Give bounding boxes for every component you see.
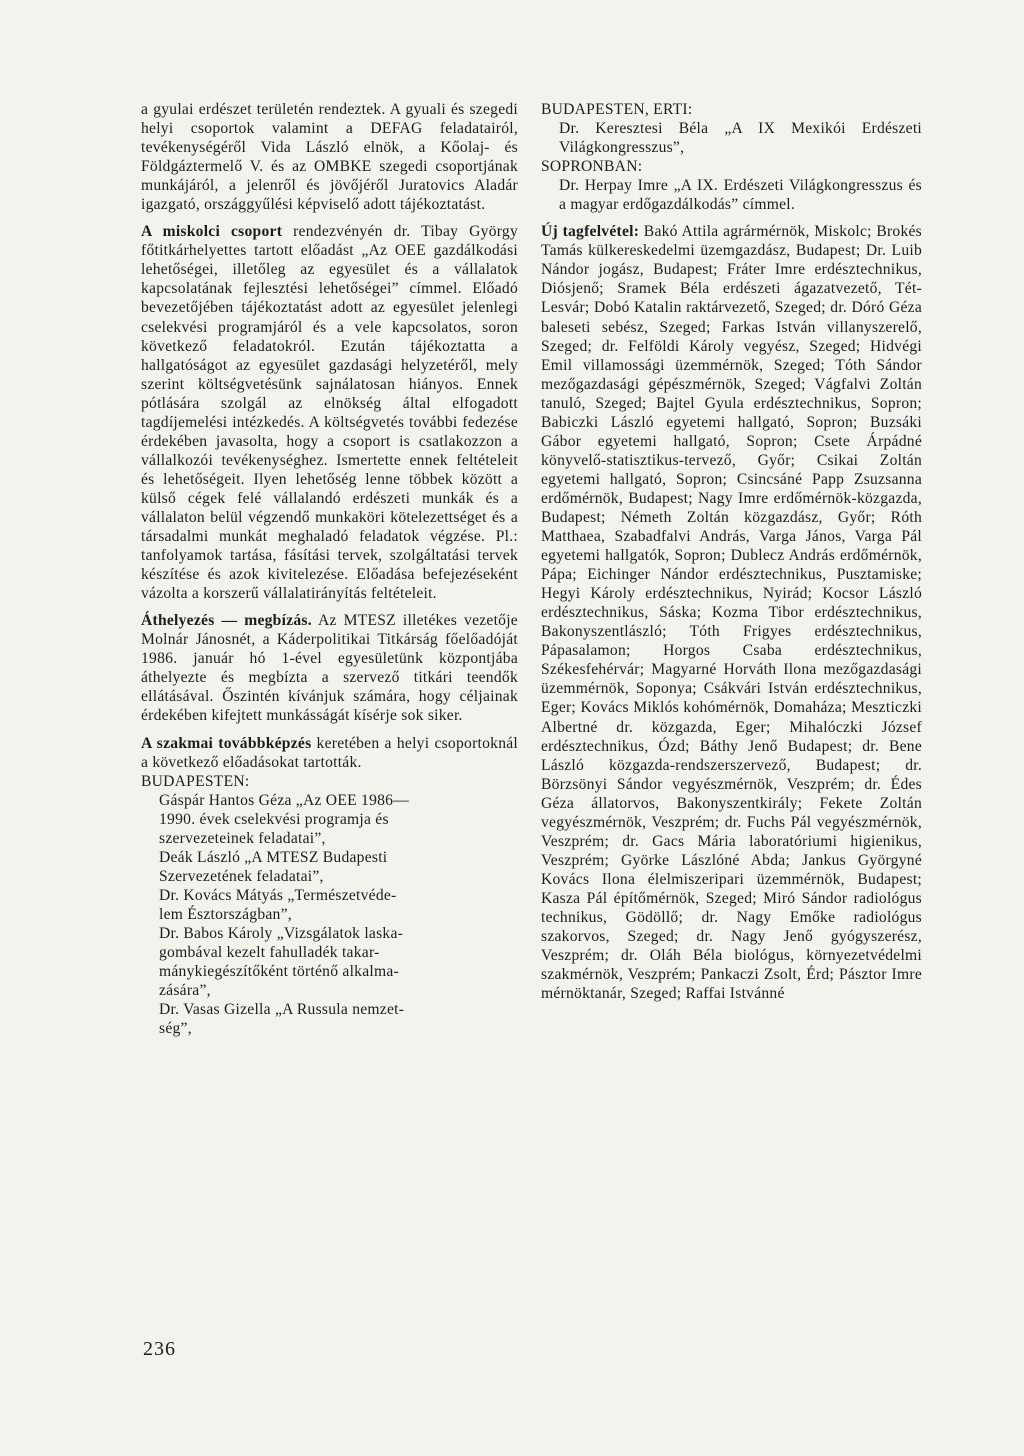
right-column [541,100,922,1003]
lecture-line: gombával kezelt fahulladék takar- [159,944,380,962]
lecture-line: Dr. Kovács Mátyás „Természetvéde- [159,886,397,904]
paragraph-gyula-report: a gyulai erdészet területén rendeztek. A gyuali és szegedi helyi csoportok valamint a DEFAG feladatairól, tevékenységéről Vida László elnök, a Kőolaj- és Földgáztermelő V. és az OMBKE szegedi csoportjának munkájáról, a jelenről és jövőjéről Juratovics Aladár igazgató, országgyűlési képviselő adott tájékoztatást. [141,101,518,214]
section-heading-transfer: Áthelyezés — megbízás. [141,612,312,630]
lecture-line: 1990. évek cselekvési programja és [159,810,389,828]
paragraph-training [141,734,518,772]
lecture-keresztesi: Dr. Keresztesi Béla „A IX Mexikói Erdészeti Világkongresszus”, [559,120,922,157]
city-heading-budapest: BUDAPESTEN: [141,772,250,790]
lecture-line: szervezeteinek feladatai”, [159,829,326,847]
paragraph-miskolc-group [141,222,518,603]
new-members-text: Bakó Attila agrármérnök, Miskolc; Brokés Tamás külkereskedelmi üzemgazdász, Budapest; Dr. Luib Nándor jogász, Budapest; Fráter Imre erdésztechnikus, Diósjenő; Sramek Béla erdészeti ágazatvezető, Tét-Lesvár; Dobó Katalin raktárvezető, Szeged; dr. Dóró Géza baleseti sebész, Szeged; Farkas István villanyszerelő, Szeged; dr. Felföldi Károly vegyész, Szeged; Hidvégi Emil villamossági üzemmérnök, Szeged; Tóth Sándor mezőgazdasági gépészmérnök, Szeged; Vágfalvi Zoltán tanuló, Szeged; Bajtel Gyula erdésztechnikus, Sopron; Babiczki László egyetemi hallgató, Sopron; Buzsáki Gábor egyetemi hallgató, Sopron; Csete Árpádné könyvelő-statisztikus-tervező, Győr; Csikai Zoltán egyetemi hallgató, Sopron; Csincsáné Papp Zsuzsanna erdőmérnök, Budapest; Nagy Imre erdőmérnök-közgazda, Budapest; Németh Zoltán közgazdász, Győr; Róth Matthaea, Szabadfalvi András, Varga János, Varga Pál egyetemi hallgatók, Sopron; Dublecz András erdőmérnök, Pápa; Eichinger Nándor erdésztechnikus, Pusztamiske; Hegyi Károly erdésztechnikus, Nyirád; Kocsor László erdésztechnikus, Sáska; Kozma Tibor erdésztechnikus, Bakonyszentlászló; Tóth Frigyes erdésztechnikus, Pápasalamon; Horgos Csaba erdésztechnikus, Székesfehérvár; Magyarné Horváth Ilona mezőgazdasági üzemmérnök, Soponya; Csákvári István erdésztechnikus, Eger; Kovács Miklós kohómérnök, Domaháza; Meszticzki Albertné dr. közgazda, Eger; Mihalóczki József erdésztechnikus, Ózd; Báthy Jenő Budapest; dr. Bene László közgazda-rendszerszervező, Budapest; dr. Börzsönyi Sándor vegyészmérnök, Veszprém; dr. Édes Géza állatorvos, Bakonyszentkirály; Fekete Zoltán vegyészmérnök, Veszprém; dr. Fuchs Pál vegyészmérnök, Veszprém; dr. Gacs Mária laboratóriumi higienikus, Veszprém; Györke Lászlóné Abda; Jankus Györgyné Kovács Ilona élelmiszeripari üzemmérnök, Budapest; Kasza Pál építőmérnök, Szeged; Miró Sándor radiológus technikus, Gödöllő; dr. Nagy Emőke radiológus szakorvos, Szeged; dr. Nagy Jenő gyógyszerész, Veszprém; dr. Oláh Béla biológus, környezetvédelmi szakmérnök, Veszprém; Pankaczi Zsolt, Érd; Pásztor Imre mérnöktanár, Szeged; Raffai Istvánné [541,223,923,1003]
lecture-herpay: Dr. Herpay Imre „A IX. Erdészeti Világkongresszus és a magyar erdőgazdálkodás” címmel. [559,177,922,214]
section-heading-new-members: Új tagfelvétel: [541,223,640,241]
section-heading-training: A szakmai továbbképzés [141,734,312,752]
lecture-list [141,791,518,1039]
lecture-line: Gáspár Hantos Géza „Az OEE 1986— [159,791,410,809]
section-heading-miskolc: A miskolci csoport [141,223,283,241]
lecture-line: Dr. Vasas Gizella „A Russula nemzet- [159,1001,405,1019]
miskolc-text: rendezvényén dr. Tibay György főtitkárhelyettes tartott előadást „Az OEE gazdálkodási lehetőségei, illetőleg az egyesület és a vállalatok kapcsolatának fejlesztési lehetőségei” címmel. Előadó bevezetőjében tájékoztatást adott az egyesület jelenlegi cselekvési programjáról és a vele kapcsolatos, soron következő feladatokról. Ezután tájékoztatta a hallgatóságot az egyesület gazdasági helyzetéről, mely szerint költségvetésünk sajnálatosan hiányos. Ennek pótlására szolgál az elnökség által elfogadott tagdíjemelési intézkedés. A költségvetés további fedezése érdekében javasolta, hogy a csoport is csatlakozzon a vállalkozói tevékenységhez. Ismertette ennek feltételeit és lehetőségeit. Ilyen lehetőség lenne többek között a külső cégek felé vállalandó erdészeti munkák és a vállalaton belül végzendő munkaköri kötelezettséget és a társadalmi munkát meghaladó feladatok végzése. Pl.: tanfolyamok tartása, fásítási tervek, szolgáltatási tervek készítése és azok kivitelezése. Előadása befejezéseként vázolta a korszerű vállalatirányítás feltételeit. [141,223,518,603]
city-heading-sopron: SOPRONBAN: [541,158,643,176]
training-text: keretében a helyi csoportoknál a következő előadásokat tartották. [141,734,518,771]
transfer-text: Az MTESZ illetékes vezetője Molnár Jánosnét, a Káderpolitikai Titkárság főelőadóját 1986. január hó 1-ével egyesületünk központjába áthelyezte és megbízta a szervező titkári teendők ellátásával. Őszintén kívánjuk számára, hogy céljainak érdekében kifejtett munkásságát kísérje sok siker. [141,612,518,725]
city-heading-budapest-erti: BUDAPESTEN, ERTI: [541,101,693,118]
left-column [141,100,518,1038]
lecture-line: zására”, [159,982,211,1000]
lecture-line: mánykiegészítőként történő alkalma- [159,963,399,981]
lecture-line: Dr. Babos Károly „Vizsgálatok laska- [159,924,404,942]
lecture-line: Deák László „A MTESZ Budapesti [159,848,388,866]
paragraph-transfer [141,611,518,725]
paragraph-new-members [541,222,922,1003]
lecture-line: ség”, [159,1020,192,1038]
lecture-line: lem Észtországban”, [159,905,292,923]
lecture-line: Szervezetének feladatai”, [159,867,324,885]
page-number: 236 [143,1338,176,1360]
